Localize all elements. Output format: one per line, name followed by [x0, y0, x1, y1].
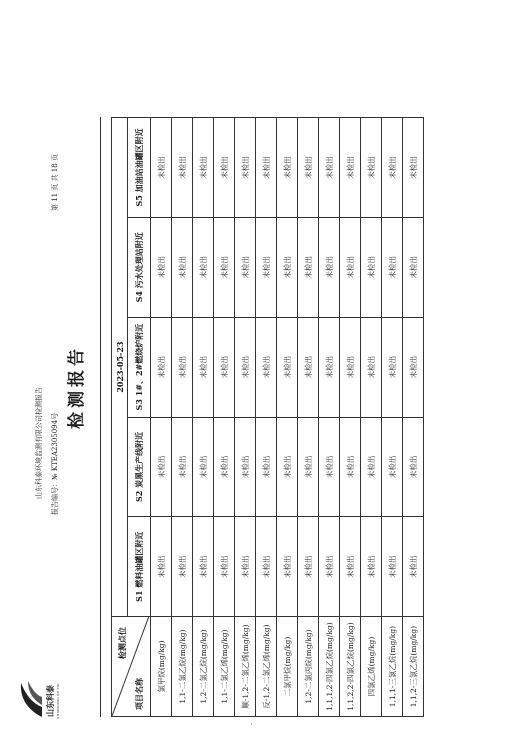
result-cell: 未检出 [151, 417, 172, 517]
result-cell: 未检出 [172, 217, 193, 317]
result-cell: 未检出 [361, 217, 382, 317]
column-header: S4 污水处理站附近 [128, 217, 151, 317]
result-cell: 未检出 [403, 417, 424, 517]
result-cell: 未检出 [361, 517, 382, 617]
result-cell: 未检出 [277, 118, 298, 218]
result-cell: 未检出 [172, 118, 193, 218]
result-cell: 未检出 [151, 317, 172, 417]
result-cell: 未检出 [319, 118, 340, 218]
result-cell: 未检出 [382, 317, 403, 417]
result-cell: 未检出 [256, 417, 277, 517]
header-divider [100, 117, 101, 717]
row-item-name: 1,1-二氯乙烷(mg/kg) [172, 617, 193, 717]
row-item-name: 二氯甲烷(mg/kg) [277, 617, 298, 717]
result-cell: 未检出 [340, 517, 361, 617]
result-cell: 未检出 [172, 417, 193, 517]
table-row [403, 118, 424, 717]
row-item-name: 顺-1,2-二氯乙烯(mg/kg) [235, 617, 256, 717]
row-item-name: 反-1,2-二氯乙烯(mg/kg) [256, 617, 277, 717]
table-body [151, 118, 424, 717]
result-cell: 未检出 [277, 317, 298, 417]
result-cell: 未检出 [256, 517, 277, 617]
result-cell: 未检出 [193, 517, 214, 617]
result-cell: 未检出 [193, 417, 214, 517]
result-cell: 未检出 [256, 217, 277, 317]
table-row [361, 118, 382, 717]
result-cell: 未检出 [298, 118, 319, 218]
result-cell: 未检出 [172, 517, 193, 617]
table-row [172, 118, 193, 717]
result-cell: 未检出 [361, 417, 382, 517]
result-cell: 未检出 [214, 417, 235, 517]
result-cell: 未检出 [361, 118, 382, 218]
result-cell: 未检出 [277, 517, 298, 617]
result-cell: 未检出 [319, 417, 340, 517]
row-item-name: 1,1,1,2-四氯乙烷(mg/kg) [319, 617, 340, 717]
result-cell: 未检出 [172, 317, 193, 417]
sampling-date: 2023-05-23 [112, 118, 128, 617]
result-cell: 未检出 [361, 317, 382, 417]
result-cell: 未检出 [340, 317, 361, 417]
corner-label-item: 项目名称 [134, 678, 144, 710]
result-cell: 未检出 [298, 417, 319, 517]
result-cell: 未检出 [298, 317, 319, 417]
logo-name-cn: 山东科泰 [45, 685, 55, 717]
result-cell: 未检出 [151, 217, 172, 317]
row-item-name: 1,1-二氯乙烯(mg/kg) [214, 617, 235, 717]
result-cell: 未检出 [235, 517, 256, 617]
row-item-name: 1,1,2-三氯乙烷(mg/kg) [403, 617, 424, 717]
result-cell: 未检出 [235, 317, 256, 417]
result-cell: 未检出 [403, 517, 424, 617]
row-item-name: 1,2-二氯丙烷(mg/kg) [298, 617, 319, 717]
table-row [256, 118, 277, 717]
result-cell: 未检出 [193, 217, 214, 317]
result-cell: 未检出 [256, 118, 277, 218]
results-table [111, 117, 424, 717]
page-indicator: 第 11 页 共 18 页 [51, 154, 59, 211]
result-cell: 未检出 [298, 217, 319, 317]
result-cell: 未检出 [298, 517, 319, 617]
result-cell: 未检出 [382, 517, 403, 617]
corner-label-location: 检测点位 [117, 627, 127, 660]
result-cell: 未检出 [151, 517, 172, 617]
result-cell: 未检出 [382, 118, 403, 218]
logo-mark-icon [18, 679, 44, 723]
column-header: S3 1#、2#燃烧炉附近 [128, 317, 151, 417]
table-row [277, 118, 298, 717]
report-title: 检测报告 [67, 345, 87, 429]
result-cell: 未检出 [403, 118, 424, 218]
result-cell: 未检出 [403, 317, 424, 417]
result-cell: 未检出 [214, 317, 235, 417]
result-cell: 未检出 [214, 217, 235, 317]
column-header: S5 加油站油罐区附近 [128, 118, 151, 218]
result-cell: 未检出 [214, 517, 235, 617]
result-cell: 未检出 [235, 118, 256, 218]
table-row [235, 118, 256, 717]
result-cell: 未检出 [319, 317, 340, 417]
result-cell: 未检出 [256, 317, 277, 417]
result-cell: 未检出 [319, 517, 340, 617]
result-cell: 未检出 [319, 217, 340, 317]
result-cell: 未检出 [403, 217, 424, 317]
logo-name-en: SHANDONG KE TAI [56, 683, 60, 719]
report-number: 报告编号：№ KTEA2305094号 [51, 412, 59, 515]
row-item-name: 1,1,2,2-四氯乙烷(mg/kg) [340, 617, 361, 717]
result-cell: 未检出 [235, 417, 256, 517]
table-row [340, 118, 361, 717]
result-cell: 未检出 [277, 217, 298, 317]
company-name: 山东科泰环境监测有限公司检测报告 [35, 387, 43, 499]
table-row [298, 118, 319, 717]
table-row [193, 118, 214, 717]
row-item-name: 氯甲烷(mg/kg) [151, 617, 172, 717]
result-cell: 未检出 [214, 118, 235, 218]
result-cell: 未检出 [382, 417, 403, 517]
result-cell: 未检出 [151, 118, 172, 218]
row-item-name: 1,2-二氯乙烷(mg/kg) [193, 617, 214, 717]
table-corner-cell [112, 617, 151, 717]
row-item-name: 1,1,1-三氯乙烷(mg/kg) [382, 617, 403, 717]
table-row [151, 118, 172, 717]
result-cell: 未检出 [340, 217, 361, 317]
company-logo [18, 679, 60, 723]
column-header: S1 燃料油罐区附近 [128, 517, 151, 617]
table-row [382, 118, 403, 717]
margin-mark: - [248, 722, 255, 725]
result-cell: 未检出 [340, 118, 361, 218]
result-cell: 未检出 [340, 417, 361, 517]
table-row [319, 118, 340, 717]
result-cell: 未检出 [193, 317, 214, 417]
table-row [214, 118, 235, 717]
result-cell: 未检出 [193, 118, 214, 218]
result-cell: 未检出 [382, 217, 403, 317]
row-item-name: 四氯乙烯(mg/kg) [361, 617, 382, 717]
result-cell: 未检出 [235, 217, 256, 317]
result-cell: 未检出 [277, 417, 298, 517]
column-header: S2 炭黑生产线附近 [128, 417, 151, 517]
